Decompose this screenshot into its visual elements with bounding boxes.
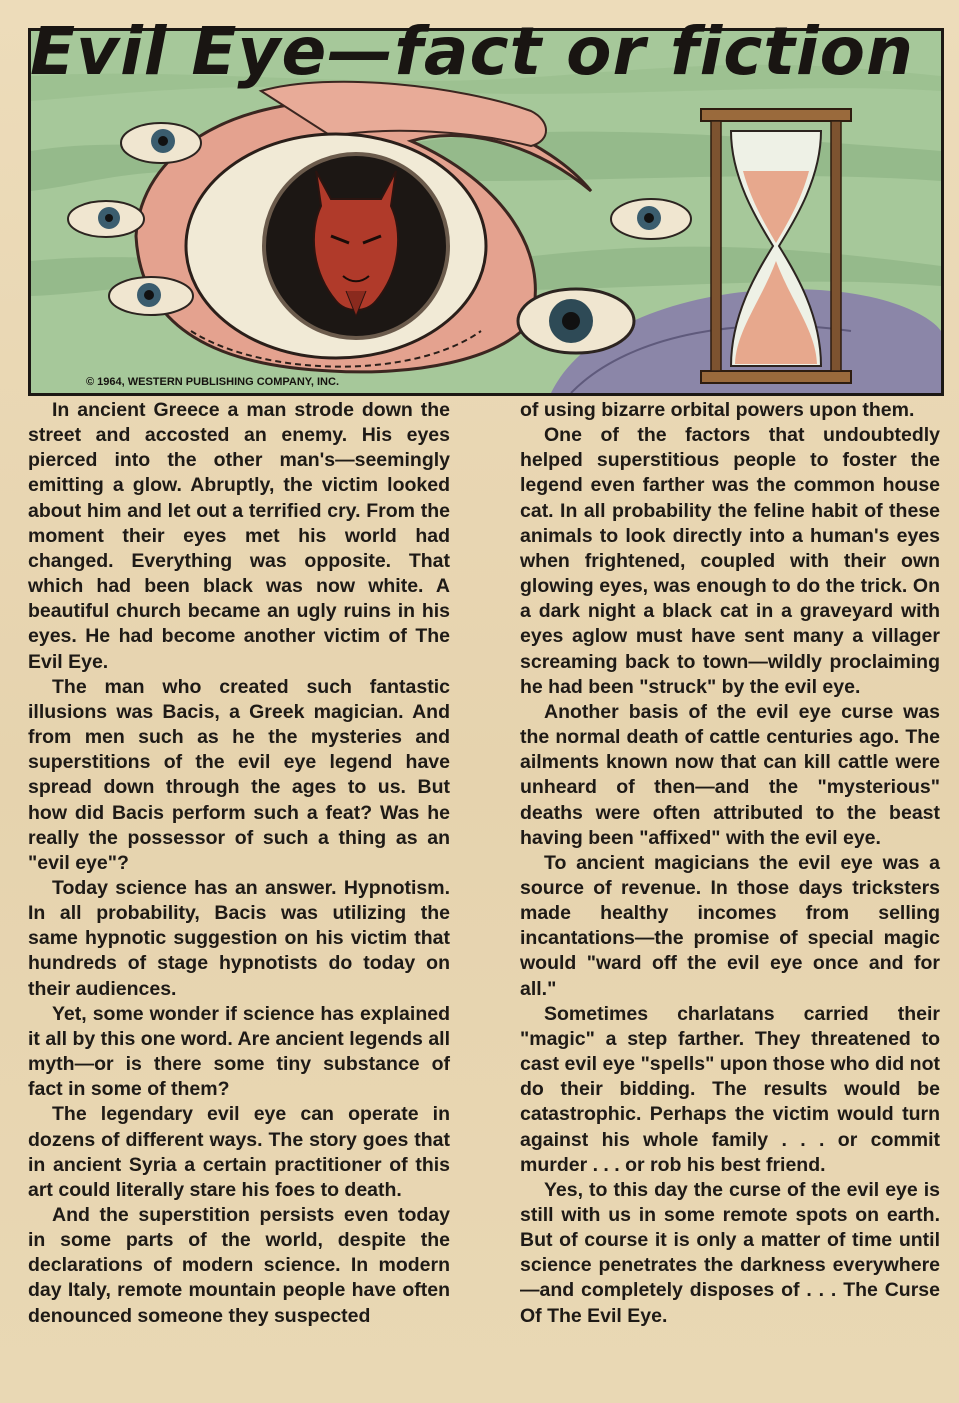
paragraph: The legendary evil eye can operate in dozens of different ways. The story goes that in ancient Syria a certain practitioner of this art could literally stare his foes to death.	[28, 1103, 450, 1201]
paragraph: Another basis of the evil eye curse was the normal death of cattle centuries ago. The ailments known now that can kill cattle were unheard of then—and the "mysterious" deaths were often attributed to the beast having been "affixed" with the evil eye.	[520, 700, 940, 849]
paragraph: Yes, to this day the curse of the evil eye is still with us in some remote spots on earth. But of course it is only a matter of time until science penetrates the darkness everywhere—and completely disposes of . . . The Curse Of The Evil Eye.	[520, 1178, 940, 1327]
paragraph: And the superstition persists even today in some parts of the world, despite the declarations of modern science. In modern day Italy, remote mountain people have often denounced someone they suspected	[28, 1204, 450, 1327]
paragraph: The man who created such fantastic illusions was Bacis, a Greek magician. And from men such as he the mysteries and superstitions of the evil eye legend have spread down through the ages to us. But how did Bacis perform such a feat? Was he really the possessor of such a thing as an "evil eye"?	[28, 675, 450, 874]
floating-eye-lower-left	[109, 277, 193, 315]
article-title: Evil Eye—fact or fiction	[30, 13, 914, 90]
article-column-left	[28, 398, 450, 1329]
paragraph: Sometimes charlatans carried their "magic" a step farther. They threatened to cast evil eye "spells" upon those who did not do their bidding. The results would be catastrophic. Perhaps the victim would turn against his whole family . . . or commit murder . . . or rob his best friend.	[520, 1002, 940, 1176]
paragraph: Today science has an answer. Hypnotism. In all probability, Bacis was utilizing the same hypnotic suggestion on his victim that hundreds of stage hypnotists do today on their audiences.	[28, 876, 450, 1000]
copyright-notice: © 1964, WESTERN PUBLISHING COMPANY, INC.	[86, 376, 339, 388]
paragraph: To ancient magicians the evil eye was a source of revenue. In those days tricksters made healthy incomes from selling incantations—the promise of special magic would "ward off the evil eye once and for all."	[520, 851, 940, 1000]
paragraph: Yet, some wonder if science has explained it all by this one word. Are ancient legends all myth—or is there some tiny substance of fact in some of them?	[28, 1002, 450, 1101]
article-column-right	[520, 398, 940, 1329]
floating-eye-left	[68, 201, 144, 237]
staring-eye-icon	[121, 123, 201, 163]
paragraph: One of the factors that undoubtedly helped superstitious people to foster the legend even farther was the common house cat. In all probability the feline habit of these animals to look directly into a human's eyes when frightened, coupled with their own glowing eyes, was enough to do the trick. On a dark night a black cat in a graveyard with eyes aglow must have sent many a villager screaming back to town—wildly proclaiming he had been "struck" by the evil eye.	[520, 424, 940, 698]
paragraph: of using bizarre orbital powers upon them.	[520, 399, 915, 421]
paragraph: In ancient Greece a man strode down the street and accosted an enemy. His eyes pierced into the other man's—seemingly emitting a glow. Abruptly, the victim looked about him and let out a terrified cry. From the moment their eyes met his world had changed. Everything was opposite. That which had been black was now white. A beautiful church became an ugly ruins in his eyes. He had become another victim of The Evil Eye.	[28, 399, 450, 673]
floating-eye-right	[611, 199, 691, 239]
floating-eye-center	[518, 289, 634, 353]
